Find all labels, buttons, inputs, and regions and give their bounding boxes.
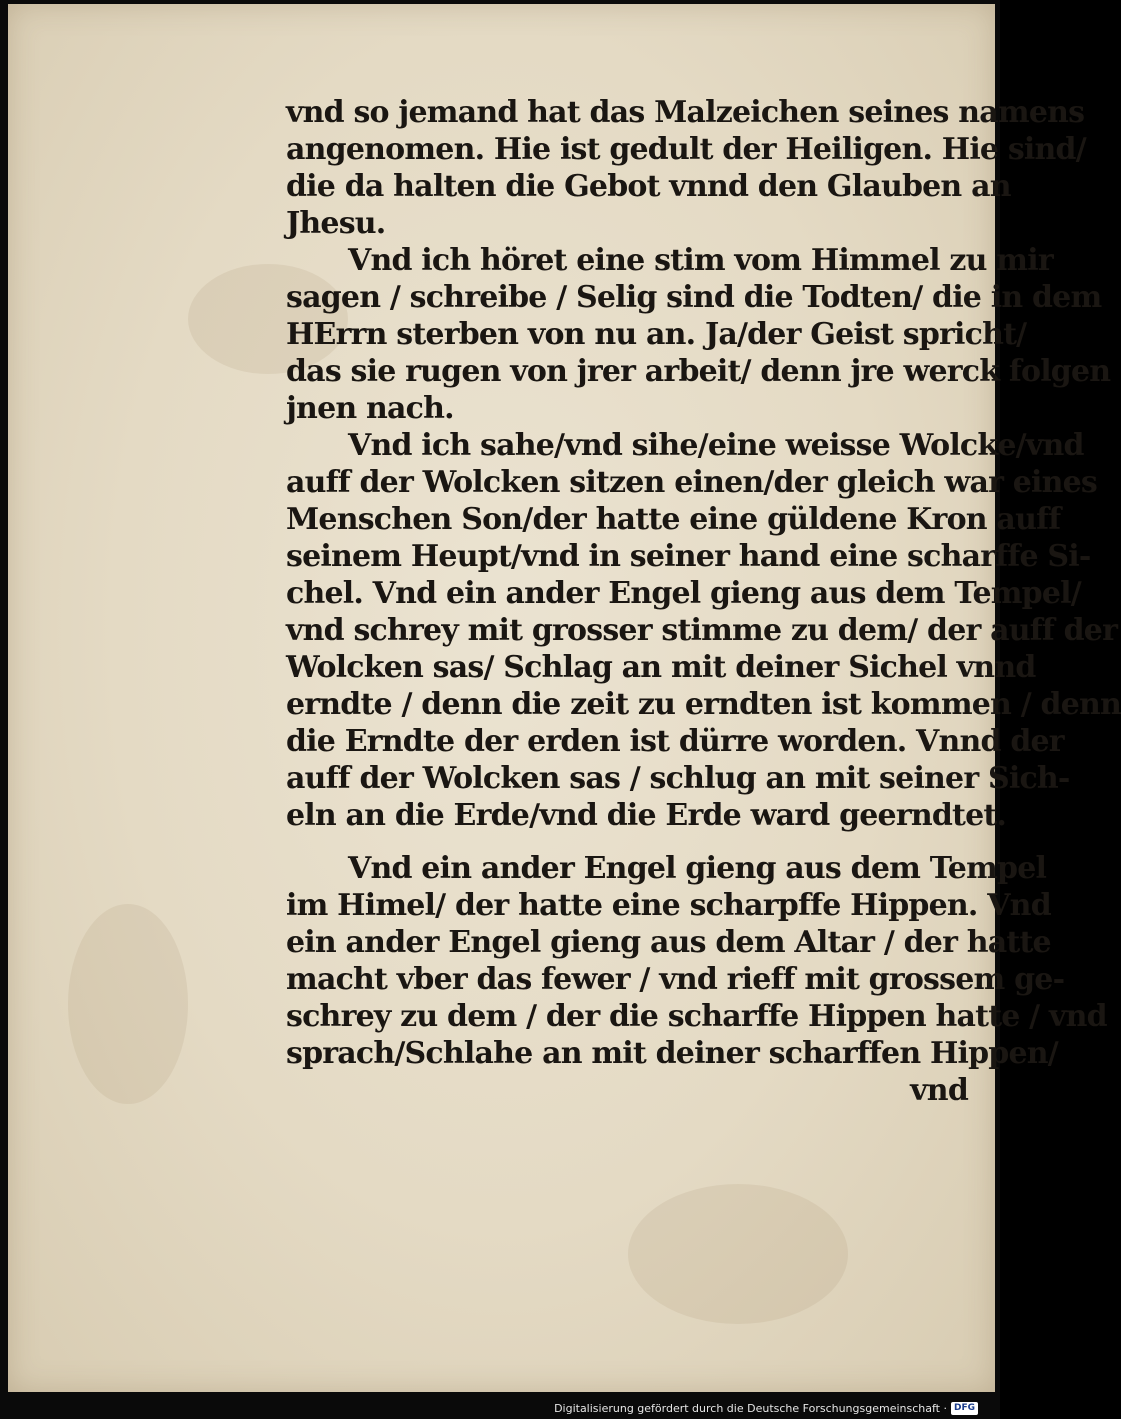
text-line: chel. Vnd ein ander Engel gieng aus dem Tempel/ — [286, 576, 1081, 611]
funding-credit: Digitalisierung gefördert durch die Deutsche Forschungsgemeinschaft · — [554, 1402, 947, 1415]
body-text — [286, 94, 1121, 1109]
text-line: im Himel/ der hatte eine scharpffe Hippen. Vnd — [286, 888, 1051, 923]
catchword: vnd — [910, 1073, 968, 1108]
text-line: auff der Wolcken sas / schlug an mit seiner Sich- — [286, 761, 1070, 796]
paper-stain — [628, 1184, 848, 1324]
digitization-footer — [554, 1402, 978, 1415]
text-line: vnd schrey mit grosser stimme zu dem/ der auff der — [286, 613, 1118, 648]
text-line: sagen / schreibe / Selig sind die Todten/ die in dem — [286, 280, 1102, 315]
text-line: sprach/Schlahe an mit deiner scharffen Hippen/ — [286, 1036, 1058, 1071]
text-line: HErrn sterben von nu an. Ja/der Geist spricht/ — [286, 317, 1027, 352]
text-line: jnen nach. — [286, 391, 454, 426]
text-line: ein ander Engel gieng aus dem Altar / der hatte — [286, 925, 1051, 960]
text-line: schrey zu dem / der die scharffe Hippen hatte / vnd — [286, 999, 1107, 1034]
text-line: die Erndte der erden ist dürre worden. Vnnd der — [286, 724, 1064, 759]
text-line: Menschen Son/der hatte eine güldene Kron auff — [286, 502, 1061, 537]
text-line: vnd so jemand hat das Malzeichen seines namens — [286, 95, 1085, 130]
text-line: eln an die Erde/vnd die Erde ward geerndtet. — [286, 798, 1007, 833]
paper-stain — [68, 904, 188, 1104]
text-line: Vnd ich höret eine stim vom Himmel zu mir — [348, 243, 1053, 278]
text-line: erndte / denn die zeit zu erndten ist kommen / denn — [286, 687, 1121, 722]
dfg-logo: DFG — [951, 1402, 978, 1415]
text-line: Jhesu. — [286, 206, 386, 241]
paragraph-gap — [286, 834, 968, 850]
text-line: Vnd ich sahe/vnd sihe/eine weisse Wolcke/vnd — [348, 428, 1084, 463]
book-page — [8, 4, 1121, 1392]
text-line: die da halten die Gebot vnnd den Glauben an — [286, 169, 1011, 204]
text-line: auff der Wolcken sitzen einen/der gleich war eines — [286, 465, 1098, 500]
text-line: Vnd ein ander Engel gieng aus dem Tempel — [348, 851, 1047, 886]
text-line: das sie rugen von jrer arbeit/ denn jre werck folgen — [286, 354, 1111, 389]
text-line: macht vber das fewer / vnd rieff mit grossem ge- — [286, 962, 1065, 997]
text-line: seinem Heupt/vnd in seiner hand eine scharffe Si- — [286, 539, 1091, 574]
text-line: Wolcken sas/ Schlag an mit deiner Sichel vnnd — [286, 650, 1036, 685]
text-line: angenomen. Hie ist gedult der Heiligen. Hie sind/ — [286, 132, 1086, 167]
